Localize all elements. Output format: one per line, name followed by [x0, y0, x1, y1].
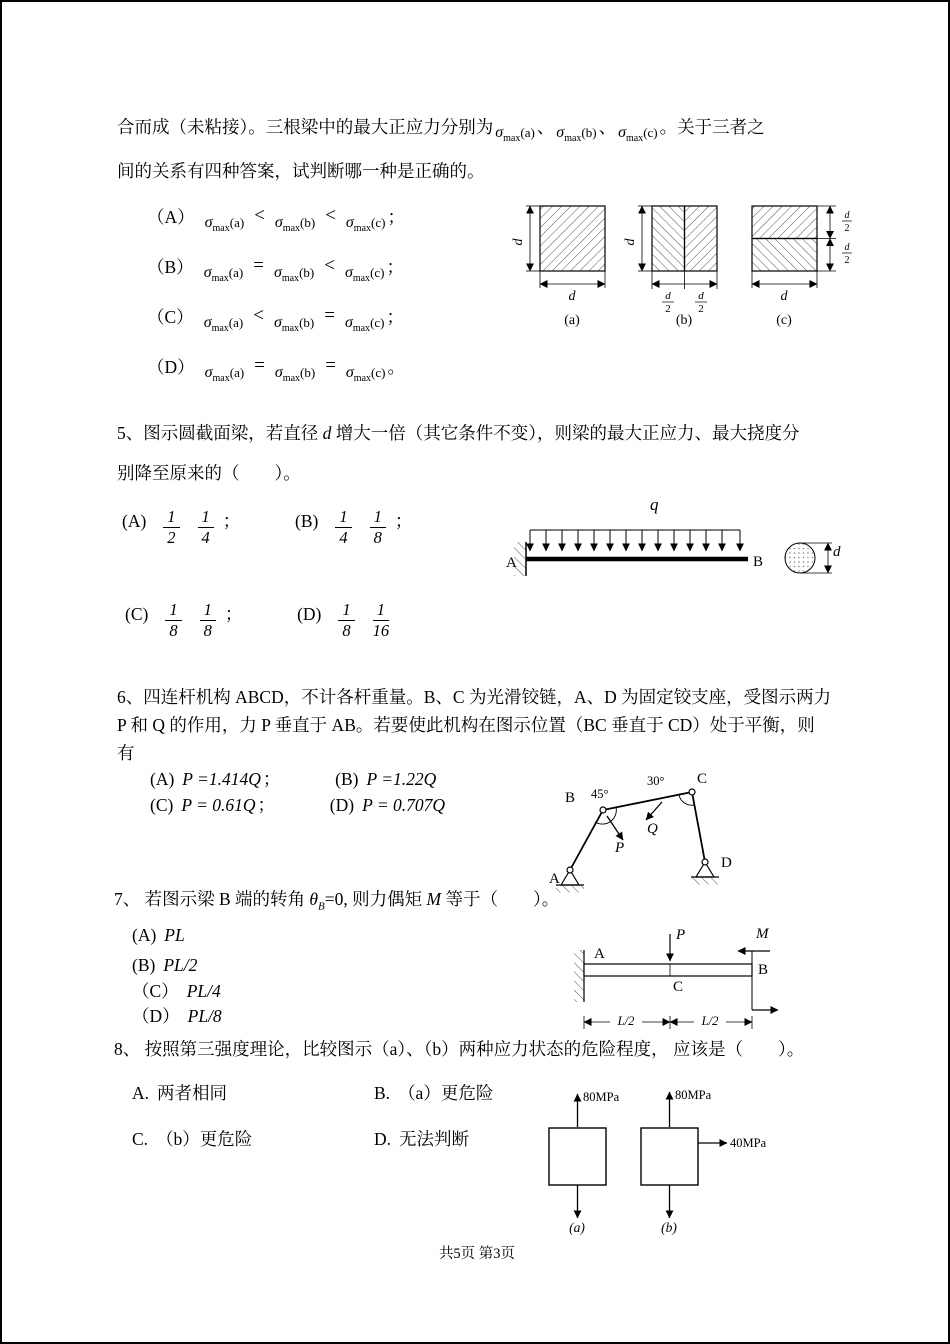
end-label-a: A	[594, 946, 605, 962]
section-c	[752, 206, 852, 328]
pin-c	[689, 789, 695, 795]
q6-options-row1	[150, 766, 438, 792]
stress-label-40mpa: 40MPa	[730, 1136, 767, 1150]
q7-option-c	[132, 978, 223, 1004]
cantilever-figure	[572, 924, 787, 1036]
option-label: (B)	[335, 769, 359, 789]
separator: 、	[598, 117, 617, 137]
angle-label-30: 30°	[647, 774, 665, 788]
punctuation: ；	[262, 769, 281, 789]
q4-intro-text: 合而成（未粘接）。三根梁中的最大正应力分别为	[117, 117, 494, 137]
option-expression: PL/8	[187, 1006, 222, 1026]
element-label-a: (a)	[569, 1220, 585, 1235]
angle-arc-c	[679, 795, 694, 805]
option-label: （D）	[147, 357, 195, 377]
option-label: (C)	[125, 603, 149, 624]
moment-symbol: M	[426, 889, 442, 909]
option-text: （b）更危险	[156, 1129, 253, 1149]
q6-option-c	[150, 795, 275, 815]
q8-option-d	[374, 1126, 469, 1152]
option-text: （a）更危险	[398, 1083, 494, 1103]
beam	[584, 964, 752, 976]
section-a	[511, 206, 605, 328]
sigma-max-a: σmax(a)	[203, 314, 244, 334]
q6-option-b	[335, 769, 438, 789]
q5-option-c	[125, 600, 243, 640]
support-label-a: A	[549, 871, 560, 887]
section-b	[623, 206, 717, 328]
sigma-max-b: σmax(b)	[273, 314, 315, 334]
support-label-d: D	[721, 855, 732, 871]
q4-figure	[500, 194, 880, 349]
option-expression: P = 0.707Q	[362, 795, 446, 815]
relation-operator: <	[253, 305, 264, 326]
option-label: (A)	[150, 769, 175, 789]
fraction-numerator: d	[844, 210, 850, 221]
option-label: （D）	[132, 1006, 180, 1026]
fraction: $\frac{1}{8}$	[165, 600, 181, 641]
sigma-max-c: σmax(c)	[618, 124, 658, 144]
dimension-label: d	[780, 289, 788, 304]
section-label-a: (a)	[564, 313, 580, 328]
sigma-max-a: σmax(a)	[203, 264, 244, 284]
q7-text: 等于（ ）。	[445, 889, 560, 909]
punctuation: ；	[224, 603, 243, 624]
theta-symbol: $\theta_B$	[309, 889, 325, 913]
dim-label-l2: L/2	[701, 1014, 719, 1028]
support-d	[691, 859, 719, 885]
option-expression: PL/2	[163, 955, 198, 975]
q6-question-line1: 6、四连杆机构 ABCD，不计各杆重量。B、C 为光滑铰链，A、D 为固定铰支座，受图示两力	[117, 687, 832, 707]
punctuation: ；	[394, 510, 413, 531]
option-label: （C）	[132, 981, 179, 1001]
q7-option-b	[132, 952, 199, 978]
fraction-denominator: 2	[844, 223, 850, 234]
q4-intro-line1	[117, 114, 765, 148]
circular-cross-section	[785, 543, 841, 573]
fraction-denominator: 2	[665, 303, 671, 315]
variable-d: d	[322, 423, 332, 443]
page-footer: 共5页 第3页	[438, 1246, 516, 1262]
option-text: 两者相同	[157, 1083, 228, 1103]
q5-options-row2	[125, 600, 398, 641]
wall-hatch	[574, 950, 584, 1002]
q5-question-line1	[117, 420, 800, 446]
option-label: (A)	[122, 510, 147, 531]
sigma-max-b: σmax(b)	[556, 124, 597, 144]
stress-label-80mpa: 80MPa	[675, 1088, 712, 1102]
dim-label-l2: L/2	[617, 1014, 635, 1028]
q7-option-d	[132, 1003, 224, 1029]
option-expression: PL/4	[186, 981, 221, 1001]
support-label-a: A	[506, 555, 517, 571]
sigma-max-c: σmax(c)	[344, 314, 385, 334]
stress-elements-figure	[537, 1080, 792, 1240]
punctuation: ；	[386, 257, 404, 277]
force-label-q: Q	[647, 821, 658, 837]
option-label: (D)	[297, 603, 322, 624]
q5-text: 增大一倍（其它条件不变），则梁的最大正应力、最大挠度分	[335, 423, 800, 443]
q5-text: 5、图示圆截面梁，若直径	[117, 423, 319, 443]
relation-operator: <	[325, 205, 336, 226]
section-label-c: (c)	[776, 313, 792, 328]
q7-text: =0, 则力偶矩	[324, 889, 423, 909]
option-label: A.	[132, 1083, 150, 1103]
end-label-b: B	[758, 962, 769, 978]
fraction: $\frac{1}{2}$	[163, 507, 179, 548]
option-label: (A)	[132, 925, 157, 945]
end-label-b: B	[753, 554, 764, 570]
moment-label-m: M	[756, 926, 769, 942]
sigma-max-a: σmax(a)	[204, 364, 245, 384]
q6-options-row2	[150, 792, 447, 818]
fraction-numerator: d	[844, 242, 850, 253]
option-label: （B）	[147, 257, 194, 277]
fraction-numerator: d	[698, 290, 704, 302]
relation-operator: <	[254, 205, 265, 226]
q6-figure	[545, 758, 780, 908]
fraction: $\frac{1}{4}$	[198, 507, 214, 548]
diameter-label-d: d	[833, 544, 841, 560]
beam-figure	[500, 488, 890, 588]
fraction-denominator: 2	[698, 303, 704, 315]
option-label: (C)	[150, 795, 174, 815]
dimension-label: d	[623, 238, 638, 246]
midpoint-label-c: C	[673, 979, 684, 995]
q7-question	[114, 886, 559, 920]
fraction: $\frac{1}{4}$	[335, 507, 351, 548]
q4-option-d	[147, 354, 405, 388]
option-expression: PL	[164, 925, 185, 945]
angle-label-45: 45°	[591, 787, 609, 801]
option-label: (B)	[295, 510, 319, 531]
q4-option-c	[147, 304, 404, 338]
punctuation: 。	[387, 357, 405, 377]
stress-element-a	[549, 1090, 620, 1235]
q6-option-d	[330, 795, 447, 815]
q5-option-a	[122, 507, 241, 547]
force-q-arrow	[646, 802, 662, 820]
load-label-q: q	[650, 495, 659, 514]
option-label: （A）	[147, 207, 195, 227]
relation-operator: =	[253, 255, 264, 276]
separator: 、	[536, 117, 555, 137]
option-expression: P =1.22Q	[366, 769, 437, 789]
stress-label-80mpa: 80MPa	[583, 1090, 620, 1104]
joint-label-c: C	[697, 771, 708, 787]
fraction-numerator: d	[665, 290, 671, 302]
force-label-p: P	[676, 927, 686, 943]
pin-b	[600, 807, 606, 813]
dimension-label: d	[568, 289, 576, 304]
q4-option-b	[147, 254, 404, 288]
sigma-max-b: σmax(b)	[274, 214, 316, 234]
sigma-max-b: σmax(b)	[274, 364, 316, 384]
q4-intro-line2: 间的关系有四种答案，试判断哪一种是正确的。	[117, 161, 485, 181]
q8-option-c	[132, 1126, 252, 1152]
q4-intro-text-post: 。关于三者之	[659, 117, 765, 137]
fraction-denominator: 2	[844, 255, 850, 266]
fraction: $\frac{1}{8}$	[200, 600, 216, 641]
q8-figure	[537, 1080, 792, 1245]
option-label: （C）	[147, 307, 194, 327]
relation-operator: <	[324, 255, 335, 276]
q5-option-b	[295, 507, 413, 547]
punctuation: ；	[386, 307, 404, 327]
relation-operator: =	[254, 355, 265, 376]
sigma-max-b: σmax(b)	[273, 264, 315, 284]
option-expression: P = 0.61Q	[181, 795, 256, 815]
q7-option-a	[132, 922, 187, 948]
q8-option-b	[374, 1080, 493, 1106]
linkage-figure	[545, 758, 780, 903]
joint-label-b: B	[565, 790, 576, 806]
fraction: $\frac{1}{8}$	[338, 600, 354, 641]
q5-question-line2: 别降至原来的（ ）。	[117, 463, 301, 483]
option-expression: P =1.414Q	[182, 769, 261, 789]
stress-element-b	[641, 1088, 767, 1235]
sigma-max-c: σmax(c)	[345, 364, 386, 384]
q6-question-line2: P 和 Q 的作用，力 P 垂直于 AB。若要使此机构在图示位置（BC 垂直于 CD）处于平衡，则	[117, 715, 815, 735]
sigma-max-c: σmax(c)	[345, 214, 386, 234]
option-label: (B)	[132, 955, 156, 975]
fraction: $\frac{1}{16}$	[372, 600, 390, 640]
dimension-line	[584, 1016, 752, 1029]
punctuation: ；	[222, 510, 241, 531]
relation-operator: =	[325, 355, 336, 376]
option-text: 无法判断	[399, 1129, 470, 1149]
option-label: B.	[374, 1083, 391, 1103]
q5-figure	[500, 488, 890, 593]
q8-question: 8、 按照第三强度理论，比较图示（a）、（b）两种应力状态的危险程度， 应该是（ ）。	[114, 1039, 805, 1059]
relation-operator: =	[324, 305, 335, 326]
q8-option-a	[132, 1080, 227, 1106]
support-a	[556, 867, 584, 893]
distributed-load-arrows	[530, 530, 740, 551]
q6-question-line3: 有	[117, 743, 135, 763]
force-p-arrow	[607, 816, 623, 840]
sigma-max-a: σmax(a)	[495, 124, 535, 144]
force-label-p: P	[615, 840, 625, 856]
section-label-b: (b)	[675, 313, 693, 328]
punctuation: ；	[257, 795, 276, 815]
fraction: $\frac{1}{8}$	[370, 507, 386, 548]
element-label-b: (b)	[661, 1220, 677, 1235]
option-label: C.	[132, 1129, 149, 1149]
punctuation: ；	[387, 207, 405, 227]
cross-sections-figure	[500, 194, 880, 344]
q7-figure	[572, 924, 787, 1041]
option-label: (D)	[329, 795, 355, 815]
q5-options-row1	[122, 507, 412, 548]
q5-option-d	[297, 600, 398, 640]
sigma-max-a: σmax(a)	[204, 214, 245, 234]
dimension-label: d	[511, 238, 526, 246]
q6-option-a	[150, 769, 280, 789]
q4-option-a	[147, 204, 405, 238]
option-label: D.	[374, 1129, 392, 1149]
sigma-max-c: σmax(c)	[344, 264, 385, 284]
q7-text: 7、 若图示梁 B 端的转角	[114, 889, 306, 909]
